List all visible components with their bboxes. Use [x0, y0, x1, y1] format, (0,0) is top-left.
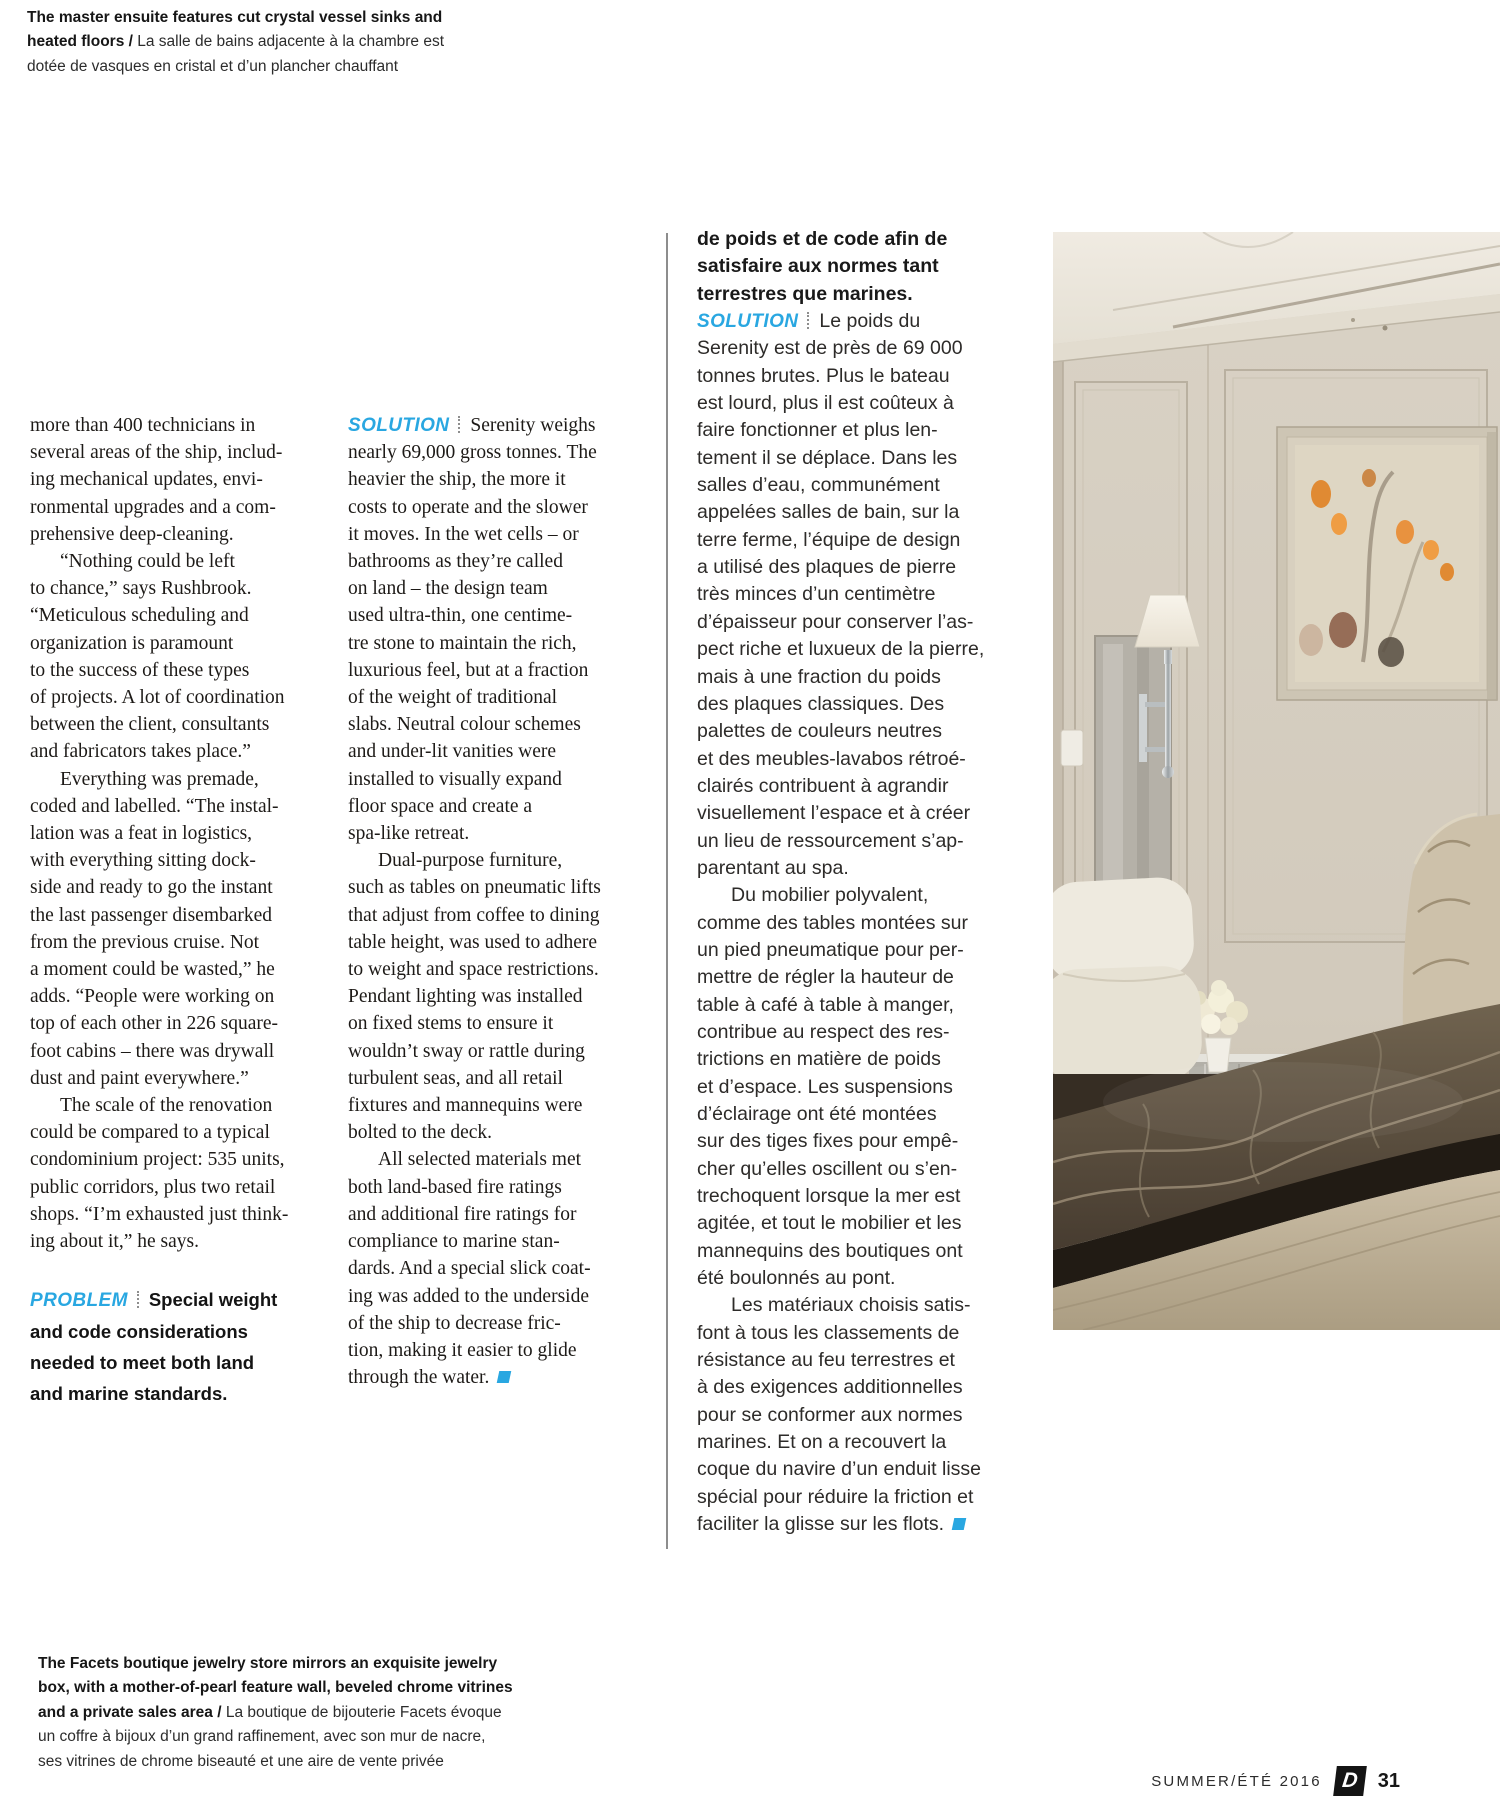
column-divider-rule [666, 233, 668, 1549]
top-caption [27, 6, 444, 79]
text-line: Les matériaux choisis satis- [731, 1294, 971, 1317]
text-line: satisfaire aux normes tant [697, 255, 939, 278]
text-line: a utilisé des plaques de pierre [697, 556, 957, 579]
text-line: foot cabins – there was drywall [30, 1040, 275, 1062]
text-line: mais à une fraction du poids [697, 665, 941, 688]
text-line: marines. Et on a recouvert la [697, 1431, 947, 1454]
text-line: Dual-purpose furniture, [378, 850, 563, 872]
text-line: mannequins des boutiques ont [697, 1239, 963, 1262]
text-line: The master ensuite features cut crystal vessel sinks and [27, 9, 443, 26]
text-line: d’éclairage ont été montées [697, 1103, 937, 1125]
bottom-caption [38, 1652, 513, 1774]
text-line: SOLUTION Le poids du [697, 310, 921, 333]
text-line: The scale of the renovation [60, 1095, 273, 1117]
text-line: adds. “People were working on [30, 986, 275, 1008]
text-line: installed to visually expand [348, 768, 562, 790]
framed-artwork [1277, 427, 1497, 700]
text-line: parentant au spa. [697, 856, 849, 879]
text-line: terre ferme, l’équipe de design [697, 528, 961, 551]
text-line: to the success of these types [30, 659, 250, 681]
text-line: on fixed stems to ensure it [348, 1013, 554, 1035]
text-line: bathrooms as they’re called [348, 551, 563, 573]
text-line: more than 400 technicians in [30, 415, 256, 436]
text-line: ses vitrines de chrome biseauté et une aire de vente privée [38, 1752, 444, 1770]
text-line: a moment could be wasted,” he [30, 959, 275, 981]
text-line: ing about it,” he says. [30, 1231, 199, 1253]
text-line: and additional fire ratings for [348, 1203, 577, 1225]
text-line: table height, was used to adhere [348, 931, 598, 953]
text-line: “Nothing could be left [60, 551, 235, 573]
text-line: un pied pneumatique pour per- [697, 938, 964, 961]
text-line: tonnes brutes. Plus le bateau [697, 364, 950, 387]
text-line: the last passenger disembarked [30, 904, 273, 926]
text-line: luxurious feel, but at a fraction [348, 659, 589, 681]
column-2-english-body [348, 412, 660, 1391]
text-line: and marine standards. [30, 1383, 228, 1404]
text-line: between the client, consultants [30, 714, 270, 736]
text-line: spécial pour réduire la friction et [697, 1485, 974, 1508]
section-label: SOLUTION [348, 415, 450, 436]
text-line: wouldn’t sway or rattle during [348, 1040, 585, 1062]
text-line: faciliter la glisse sur les flots. [697, 1511, 1027, 1538]
dotted-divider-icon [807, 312, 809, 329]
text-line: it moves. In the wet cells – or [348, 523, 579, 545]
text-line: and fabricators takes place.” [30, 741, 251, 763]
bedroom-photo [1053, 232, 1500, 1330]
text-line: PROBLEM Special weight [30, 1289, 278, 1311]
text-line: coque du navire d’un enduit lisse [697, 1458, 982, 1481]
text-line: comme des tables montées sur [697, 911, 968, 934]
text-line: dards. And a special slick coat- [348, 1258, 591, 1280]
end-of-article-icon [952, 1518, 967, 1530]
text-line: public corridors, plus two retail [30, 1176, 276, 1198]
text-line: salles d’eau, communément [697, 474, 940, 497]
text-line: box, with a mother-of-pearl feature wall, beveled chrome vitrines [38, 1679, 513, 1697]
text-line: ing mechanical updates, envi- [30, 469, 263, 491]
text-line: could be compared to a typical [30, 1122, 270, 1144]
text-line: slabs. Neutral colour schemes [348, 714, 581, 736]
pillows [1053, 876, 1203, 1085]
text-line: fixtures and mannequins were [348, 1095, 583, 1117]
text-line: organization is paramount [30, 632, 234, 654]
text-line: dotée de vasques en cristal et d’un plancher chauffant [27, 57, 399, 75]
text-line: of projects. A lot of coordination [30, 687, 285, 709]
text-line: on land – the design team [348, 578, 548, 600]
dotted-divider-icon [137, 1291, 139, 1308]
text-line: très minces d’un centimètre [697, 583, 936, 606]
text-line: trechoquent lorsque la mer est [697, 1185, 961, 1208]
text-line: pour se conformer aux normes [697, 1403, 963, 1426]
text-line: résistance au feu terrestres et [697, 1349, 955, 1372]
text-line: turbulent seas, and all retail [348, 1067, 563, 1089]
text-line: appelées salles de bain, sur la [697, 501, 960, 524]
problem-block [30, 1284, 350, 1409]
magazine-logo-icon [1333, 1766, 1367, 1796]
text-line: and code considerations [30, 1321, 248, 1342]
text-line: All selected materials met [378, 1149, 582, 1171]
text-line: heavier the ship, the more it [348, 469, 566, 491]
text-line: coded and labelled. “The instal- [30, 795, 279, 817]
bedroom-photo-illustration [1053, 232, 1500, 1330]
text-line: un lieu de ressourcement s’ap- [697, 829, 964, 852]
text-line: pect riche et luxueux de la pierre, [697, 638, 985, 661]
text-line: SOLUTION Serenity weighs [348, 415, 596, 436]
text-line: bolted to the deck. [348, 1122, 493, 1144]
text-line: that adjust from coffee to dining [348, 904, 600, 926]
text-line: palettes de couleurs neutres [697, 720, 942, 743]
text-line: un coffre à bijoux d’un grand raffinement, avec son mur de nacre, [38, 1728, 486, 1746]
text-line: et des meubles-lavabos rétroé- [697, 747, 966, 770]
text-line: terrestres que marines. [697, 282, 913, 305]
text-line: trictions en matière de poids [697, 1048, 941, 1071]
text-line: de poids et de code afin de [697, 228, 948, 250]
column-1-english-body [30, 412, 342, 1255]
text-line: été boulonnés au pont. [697, 1267, 896, 1290]
text-line: est lourd, plus il est coûteux à [697, 392, 954, 415]
text-line: compliance to marine stan- [348, 1231, 560, 1253]
text-line: condominium project: 535 units, [30, 1149, 285, 1171]
text-line: and a private sales area / La boutique de bijouterie Facets évoque [38, 1703, 502, 1721]
text-line: agitée, et tout le mobilier et les [697, 1212, 962, 1235]
text-line: spa-like retreat. [348, 823, 470, 845]
text-line: lation was a feat in logistics, [30, 823, 253, 845]
page-footer [1151, 1766, 1400, 1796]
text-line: heated floors / La salle de bains adjacente à la chambre est [27, 33, 445, 51]
text-line: clairés contribuent à agrandir [697, 774, 949, 797]
text-line: ing was added to the underside [348, 1285, 589, 1307]
end-of-article-icon [497, 1371, 512, 1383]
text-line: d’épaisseur pour conserver l’as- [697, 610, 974, 633]
section-label: SOLUTION [697, 311, 799, 333]
text-line: of the ship to decrease fric- [348, 1312, 561, 1334]
text-line: ronmental upgrades and a com- [30, 496, 276, 518]
text-line: with everything sitting dock- [30, 850, 256, 872]
issue-label: SUMMER/ÉTÉ 2016 [1151, 1772, 1322, 1790]
text-line: and under-lit vanities were [348, 741, 557, 763]
text-line: from the previous cruise. Not [30, 931, 260, 953]
text-line: mettre de régler la hauteur de [697, 966, 954, 989]
light-switch [1061, 730, 1083, 766]
text-line: cher qu’elles oscillent ou s’en- [697, 1157, 958, 1180]
text-line: Serenity est de près de 69 000 [697, 337, 963, 360]
text-line: table à café à table à manger, [697, 993, 954, 1016]
page-number: 31 [1377, 1769, 1400, 1792]
text-line: des plaques classiques. Des [697, 692, 945, 715]
text-line: Everything was premade, [60, 768, 259, 790]
text-line: tion, making it easier to glide [348, 1339, 577, 1361]
text-line: tre stone to maintain the rich, [348, 632, 577, 654]
text-line: needed to meet both land [30, 1352, 255, 1373]
text-line: sur des tiges fixes pour empê- [697, 1130, 959, 1153]
text-line: both land-based fire ratings [348, 1176, 562, 1198]
text-line: The Facets boutique jewelry store mirrors an exquisite jewelry [38, 1655, 498, 1672]
text-line: visuellement l’espace et à créer [697, 802, 971, 825]
text-line: dust and paint everywhere.” [30, 1067, 249, 1089]
text-line: Du mobilier polyvalent, [731, 884, 929, 907]
text-line: such as tables on pneumatic lifts [348, 877, 601, 899]
text-line: side and ready to go the instant [30, 877, 273, 899]
text-line: font à tous les classements de [697, 1321, 960, 1344]
section-label: PROBLEM [30, 1290, 128, 1311]
text-line: costs to operate and the slower [348, 496, 588, 518]
text-line: shops. “I’m exhausted just think- [30, 1203, 289, 1225]
dotted-divider-icon [458, 416, 460, 433]
text-line: prehensive deep-cleaning. [30, 523, 234, 545]
text-line: Pendant lighting was installed [348, 986, 583, 1008]
text-line: faire fonctionner et plus len- [697, 419, 938, 442]
text-line: to chance,” says Rushbrook. [30, 578, 252, 600]
text-line: through the water. [348, 1364, 660, 1391]
text-line: top of each other in 226 square- [30, 1013, 278, 1035]
text-line: of the weight of traditional [348, 687, 558, 709]
text-line: used ultra-thin, one centime- [348, 605, 573, 627]
text-line: tement il se déplace. Dans les [697, 446, 958, 469]
text-line: à des exigences additionnelles [697, 1376, 963, 1399]
text-line: several areas of the ship, includ- [30, 442, 283, 464]
logo-letter: D [1340, 1769, 1359, 1792]
text-line: contribue au respect des res- [697, 1020, 950, 1043]
text-line: et d’espace. Les suspensions [697, 1075, 953, 1098]
text-line: floor space and create a [348, 795, 533, 817]
column-3-french-body [697, 226, 1027, 1539]
text-line: to weight and space restrictions. [348, 959, 599, 981]
text-line: nearly 69,000 gross tonnes. The [348, 442, 597, 464]
text-line: “Meticulous scheduling and [30, 605, 249, 627]
